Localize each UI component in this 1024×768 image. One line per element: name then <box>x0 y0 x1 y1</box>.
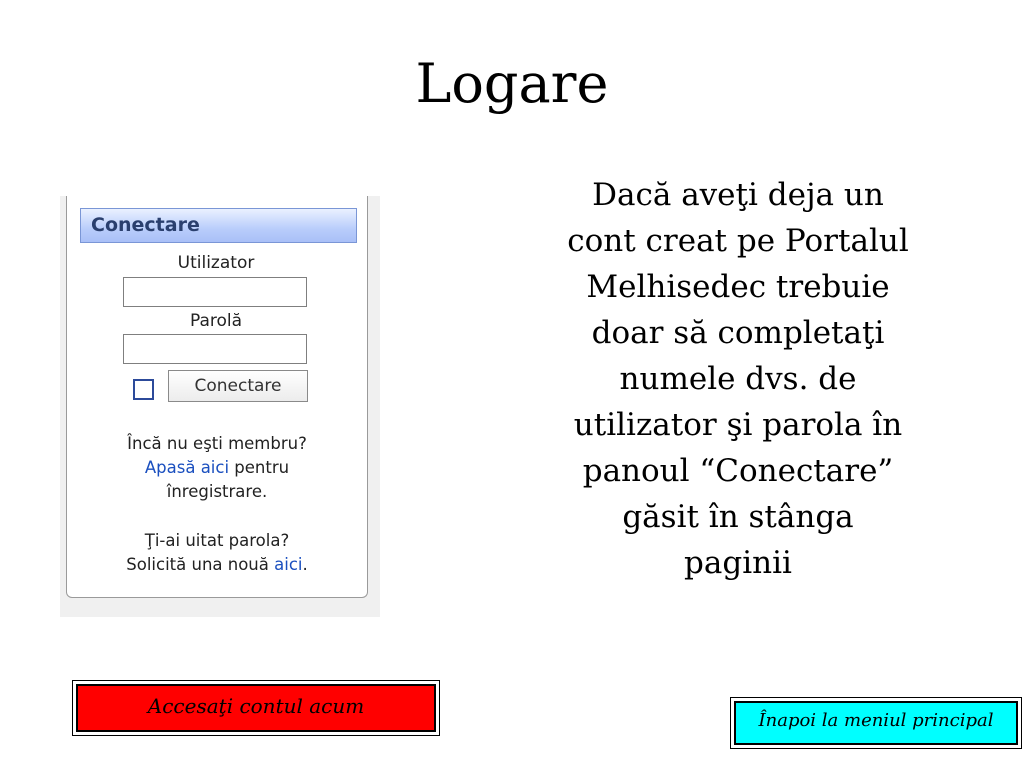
forgot-password-note <box>66 529 368 577</box>
forgot-text: Ţi-ai uitat parola? <box>144 531 290 550</box>
request-suffix: . <box>302 555 308 574</box>
body-line: găsit în stânga <box>622 499 854 535</box>
password-label: Parolă <box>189 311 243 331</box>
register-line <box>66 456 368 480</box>
back-to-menu-label: Înapoi la meniul principal <box>734 701 1018 745</box>
register-suffix: pentru <box>229 458 290 477</box>
connect-button[interactable]: Conectare <box>168 370 308 402</box>
request-link[interactable]: aici <box>274 555 303 574</box>
password-field[interactable] <box>123 334 307 364</box>
remember-me-checkbox[interactable] <box>133 379 154 400</box>
not-member-text: Încă nu eşti membru? <box>127 434 307 453</box>
body-line: doar să completaţi <box>591 315 885 351</box>
body-line: paginii <box>684 545 792 581</box>
body-line: Dacă aveţi deja un <box>592 177 884 213</box>
back-to-menu-button[interactable] <box>730 697 1022 749</box>
body-line: cont creat pe Portalul <box>567 223 909 259</box>
body-line: numele dvs. de <box>619 361 857 397</box>
login-panel-header: Conectare <box>80 208 357 243</box>
register-line-3: înregistrare. <box>166 482 268 501</box>
body-line: Melhisedec trebuie <box>586 269 890 305</box>
access-account-button[interactable] <box>72 680 440 736</box>
body-line: panoul “Conectare” <box>582 453 894 489</box>
access-account-label: Accesaţi contul acum <box>76 684 436 732</box>
slide-body-text <box>538 172 938 586</box>
register-note <box>66 432 368 504</box>
request-line <box>66 553 368 577</box>
register-link[interactable]: Apasă aici <box>144 458 230 477</box>
slide-title: Logare <box>415 52 609 115</box>
body-line: utilizator şi parola în <box>573 407 903 443</box>
username-label: Utilizator <box>177 253 255 273</box>
username-field[interactable] <box>123 277 307 307</box>
request-text: Solicită una nouă <box>126 555 275 574</box>
